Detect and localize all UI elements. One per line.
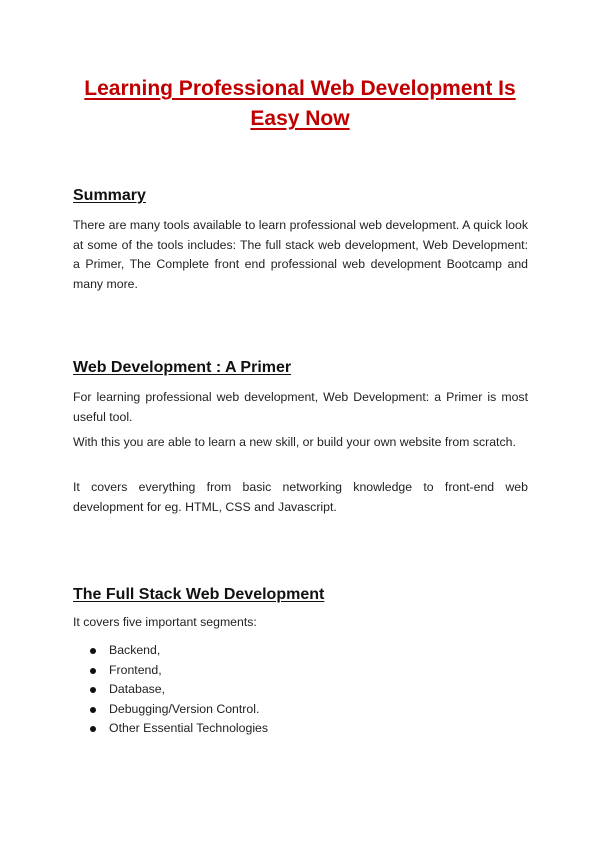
list-item <box>73 680 268 700</box>
list-item-label: Backend, <box>109 643 161 657</box>
bullet-icon <box>90 668 96 674</box>
summary-paragraph: There are many tools available to learn professional web development. A quick look at some of the tools includes: The full stack web development, Web Development: a Primer, The Complete front end professional web development Bootcamp and many more. <box>73 218 528 291</box>
primer-paragraph-1: For learning professional web development, Web Development: a Primer is most useful tool. <box>73 390 528 424</box>
section-heading-primer: Web Development : A Primer <box>73 359 292 376</box>
bullet-icon <box>90 648 96 654</box>
list-item-label: Other Essential Technologies <box>109 721 269 735</box>
bullet-icon <box>90 687 96 693</box>
list-item-label: Database, <box>109 682 166 696</box>
document-title: Learning Professional Web Development Is Easy Now <box>84 77 516 130</box>
full-stack-intro-paragraph: It covers five important segments: <box>73 615 257 629</box>
bullet-icon <box>90 707 96 713</box>
list-item-label: Frontend, <box>109 662 162 677</box>
list-item <box>73 661 268 681</box>
segments-list <box>73 641 268 739</box>
section-heading-full-stack: The Full Stack Web Development <box>73 586 325 603</box>
primer-paragraph-2: With this you are able to learn a new skill, or build your own website from scratch. <box>73 435 516 449</box>
bullet-icon <box>90 726 96 732</box>
list-item <box>73 641 268 661</box>
list-item <box>73 700 268 720</box>
list-item-label: Debugging/Version Control. <box>109 701 260 716</box>
section-heading-summary: Summary <box>73 187 146 204</box>
list-item <box>73 719 268 739</box>
primer-paragraph-3: It covers everything from basic networking knowledge to front-end web development for eg. HTML, CSS and Javascript. <box>73 480 528 514</box>
